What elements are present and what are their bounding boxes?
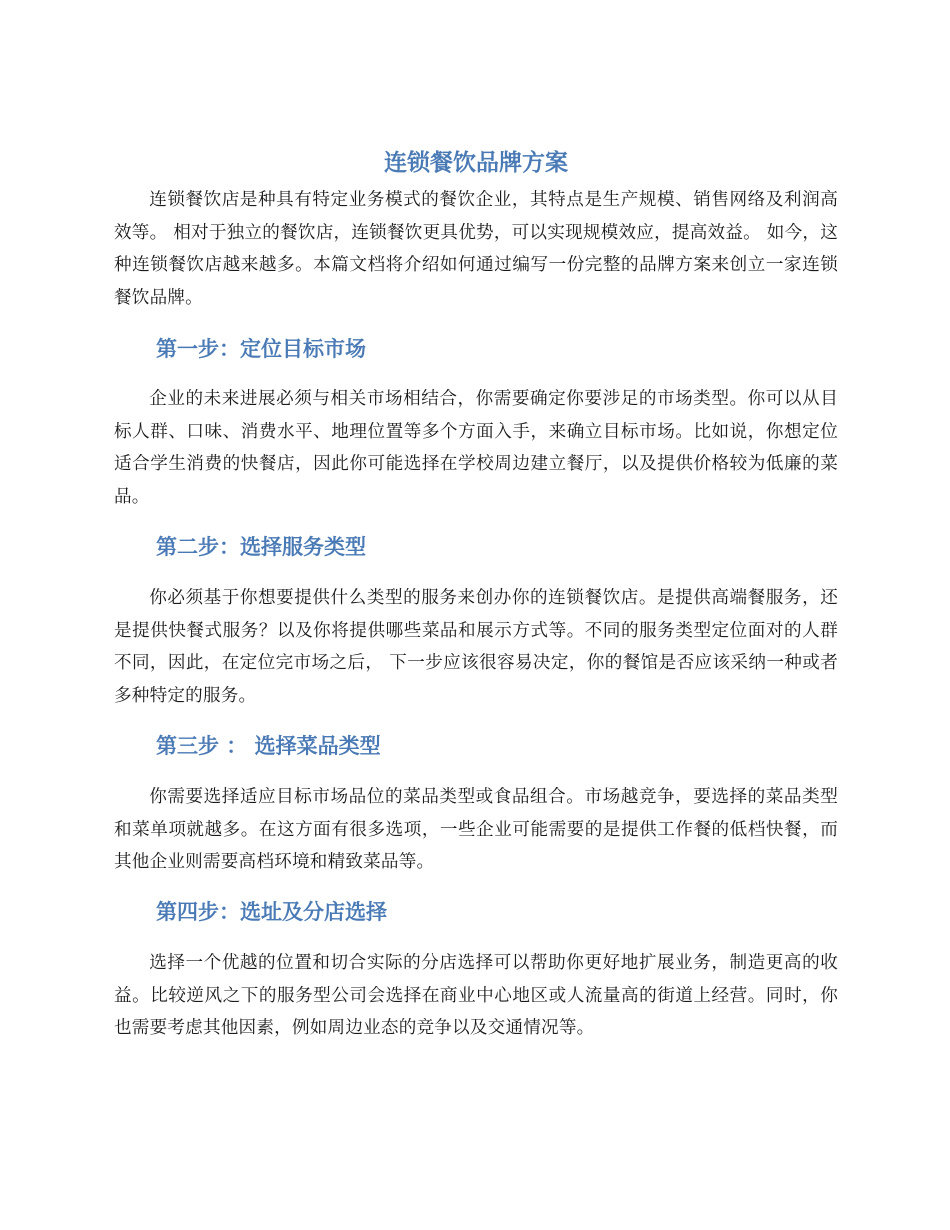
section-1-heading: 第一步：定位目标市场 bbox=[156, 337, 366, 361]
section-4-heading: 第四步：选址及分店选择 bbox=[156, 900, 387, 924]
section-4-body: 选择一个优越的位置和切合实际的分店选择可以帮助你更好地扩展业务，制造更高的收益。比较逆风之下的服务型公司会选择在商业中心地区或人流量高的街道上经营。同时，你也需要考虑其他因素，例如周边业态的竞争以及交通情况等。 bbox=[114, 953, 838, 1038]
section-3-heading: 第三步 ： 选择菜品类型 bbox=[156, 734, 381, 758]
section-2-heading: 第二步：选择服务类型 bbox=[156, 535, 366, 559]
section-1-body: 企业的未来进展必须与相关市场相结合，你需要确定你要涉足的市场类型。你可以从目标人群、口味、消费水平、地理位置等多个方面入手，来确立目标市场。比如说，你想定位适合学生消费的快餐店，因此你可能选择在学校周边建立餐厅，以及提供价格较为低廉的菜品。 bbox=[114, 389, 838, 507]
document-title: 连锁餐饮品牌方案 bbox=[384, 150, 568, 176]
intro-paragraph: 连锁餐饮店是种具有特定业务模式的餐饮企业，其特点是生产规模、销售网络及利润高效等。 相对于独立的餐饮店，连锁餐饮更具优势，可以实现规模效应，提高效益。 如今，这种连锁餐饮店越来越多。本篇文档将介绍如何通过编写一份完整的品牌方案来创立一家连锁餐饮品牌。 bbox=[114, 190, 838, 308]
section-2-body: 你必须基于你想要提供什么类型的服务来创办你的连锁餐饮店。是提供高端餐服务，还是提供快餐式服务？以及你将提供哪些菜品和展示方式等。不同的服务类型定位面对的人群不同，因此，在定位完市场之后， 下一步应该很容易决定，你的餐馆是否应该采纳一种或者多种特定的服务。 bbox=[114, 588, 838, 706]
section-3-body: 你需要选择适应目标市场品位的菜品类型或食品组合。市场越竞争，要选择的菜品类型和菜单项就越多。在这方面有很多选项，一些企业可能需要的是提供工作餐的低档快餐，而其他企业则需要高档环境和精致菜品等。 bbox=[114, 787, 838, 872]
